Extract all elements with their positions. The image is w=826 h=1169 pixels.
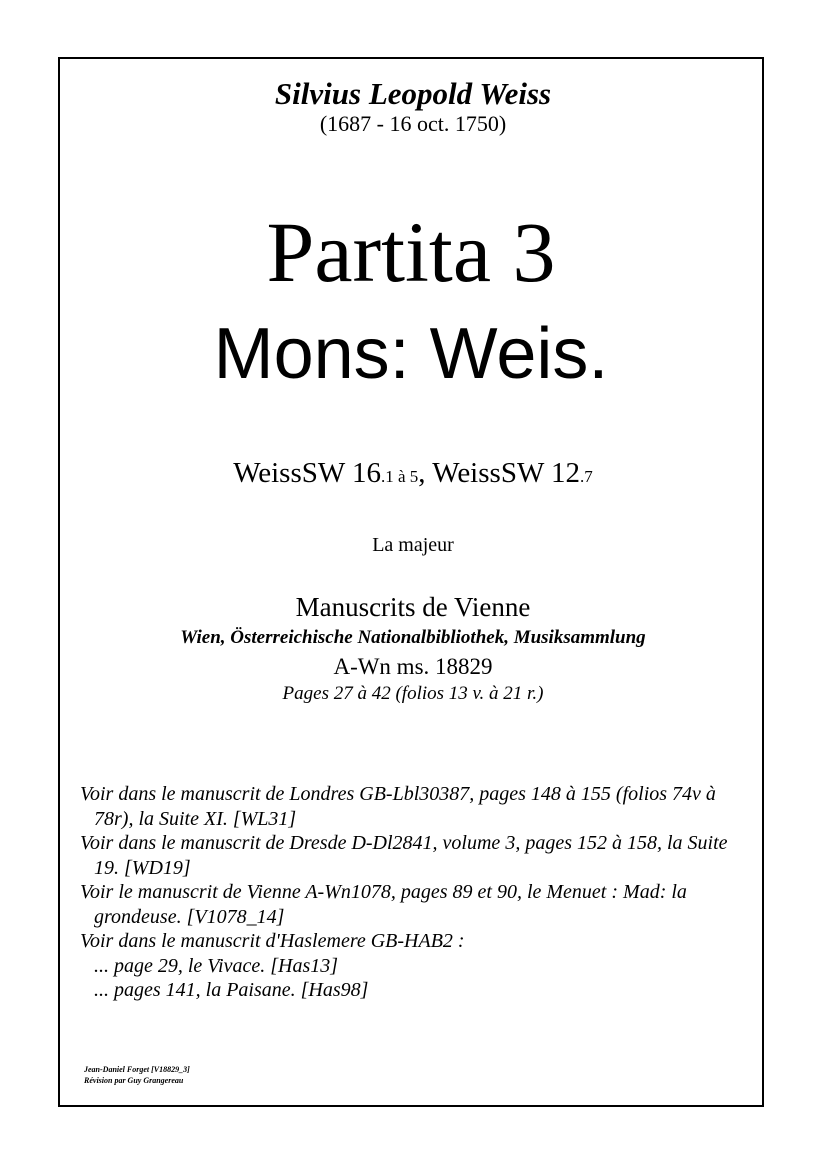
manuscript-pages: Pages 27 à 42 (folios 13 v. à 21 r.) (282, 683, 544, 704)
composer-name: Silvius Leopold Weiss (274, 76, 552, 111)
catalog-number-1: WeissSW 16 (233, 457, 381, 489)
manuscript-library: Wien, Österreichische Nationalbibliothek, Musiksammlung (180, 627, 646, 648)
musical-key: La majeur (372, 534, 454, 556)
subnote-vivace: ... page 29, le Vivace. [Has13] (94, 954, 339, 977)
catalog-number-1-range: .1 à 5 (380, 467, 419, 486)
note-vienna: Voir le manuscrit de Vienne A-Wn1078, pages 89 et 90, le Menuet : Mad: la grondeuse. [V1078_14] (80, 881, 687, 928)
note-haslemere: Voir dans le manuscrit d'Haslemere GB-HAB2 : (80, 930, 465, 952)
catalog-separator: , (418, 457, 433, 489)
work-subtitle: Mons: Weis. (213, 314, 609, 394)
manuscript-name: Manuscrits de Vienne (295, 592, 531, 622)
note-london: Voir dans le manuscrit de Londres GB-Lbl30387, pages 148 à 155 (folios 74v à 78r), la Suite XI. [WL31] (80, 783, 716, 830)
work-title: Partita 3 (266, 204, 556, 300)
note-dresden: Voir dans le manuscrit de Dresde D-Dl2841, volume 3, pages 152 à 158, la Suite 19. [WD19] (80, 832, 728, 879)
manuscript-shelfmark: A-Wn ms. 18829 (333, 654, 493, 679)
composer-dates: (1687 - 16 oct. 1750) (319, 111, 507, 136)
credit-editor: Jean-Daniel Forget [V18829_3] (84, 1065, 190, 1074)
catalog-number-2-range: .7 (580, 467, 593, 486)
catalog-number-2: WeissSW 12 (432, 457, 581, 489)
catalog-numbers (0, 459, 826, 488)
related-sources-list (80, 782, 750, 1003)
credits (84, 1064, 190, 1086)
credit-revision: Révision par Guy Grangereau (84, 1076, 184, 1085)
subnote-paisane: ... pages 141, la Paisane. [Has98] (94, 979, 369, 1001)
